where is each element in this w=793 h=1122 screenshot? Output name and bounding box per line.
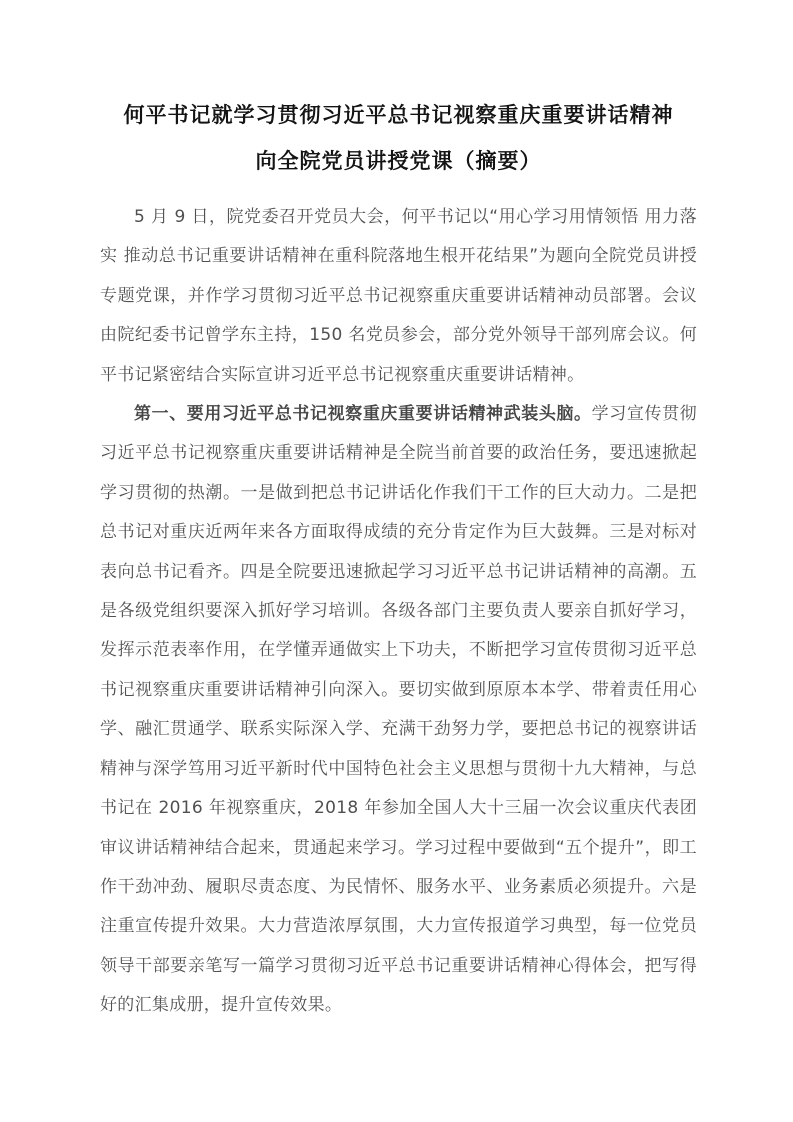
paragraph-bold-lead: 第一、要用习近平总书记视察重庆重要讲话精神武装头脑。 xyxy=(134,404,592,425)
document-title-line-1: 何平书记就学习贯彻习近平总书记视察重庆重要讲话精神 xyxy=(123,103,674,127)
paragraph-text: 学习宣传贯彻习近平总书记视察重庆重要讲话精神是全院当前首要的政治任务，要迅速掀起学习贯彻的热潮。一是做到把总书记讲话化作我们干工作的巨大动力。二是把总书记对重庆近两年来各方面取得成绩的充分肯定作为巨大鼓舞。三是对标对表向总书记看齐。四是全院要迅速掀起学习习近平总书记讲话精神的高潮。五是各级党组织要深入抓好学习培训。各级各部门主要负责人要亲自抓好学习，发挥示范表率作用，在学懂弄通做实上下功夫，不断把学习宣传贯彻习近平总书记视察重庆重要讲话精神引向深入。要切实做到原原本本学、带着责任用心学、融汇贯通学、联系实际深入学、充满干劲努力学，要把总书记的视察讲话精神与深学笃用习近平新时代中国特色社会主义思想与贯彻十九大精神，与总书记在 2016 年视察重庆，2018 年参加全国人大十三届一次会议重庆代表团审议讲话精神结合起来，贯通起来学习。学习过程中要做到“五个提升”，即工作干劲冲劲、履职尽责态度、为民情怀、服务水平、业务素质必须提升。六是注重宣传提升效果。大力营造浓厚氛围，大力宣传报道学习典型，每一位党员领导干部要亲笔写一篇学习贯彻习近平总书记重要讲话精神心得体会，把写得好的汇集成册，提升宣传效果。 xyxy=(100,404,697,1016)
document-title-line-2: 向全院党员讲授党课（摘要） xyxy=(255,149,542,173)
document-body xyxy=(100,198,697,1026)
document-title xyxy=(100,92,697,184)
document-paragraph xyxy=(100,198,697,395)
paragraph-text: 5 月 9 日，院党委召开党员大会，何平书记以“用心学习用情领悟 用力落实 推动总书记重要讲话精神在重科院落地生根开花结果”为题向全院党员讲授专题党课，并作学习贯彻习近平总书记视察重庆重要讲话精神动员部署。会议由院纪委书记曾学东主持，150 名党员参会，部分党外领导干部列席会议。何平书记紧密结合实际宣讲习近平总书记视察重庆重要讲话精神。 xyxy=(100,207,697,385)
document-paragraph xyxy=(100,395,697,1026)
